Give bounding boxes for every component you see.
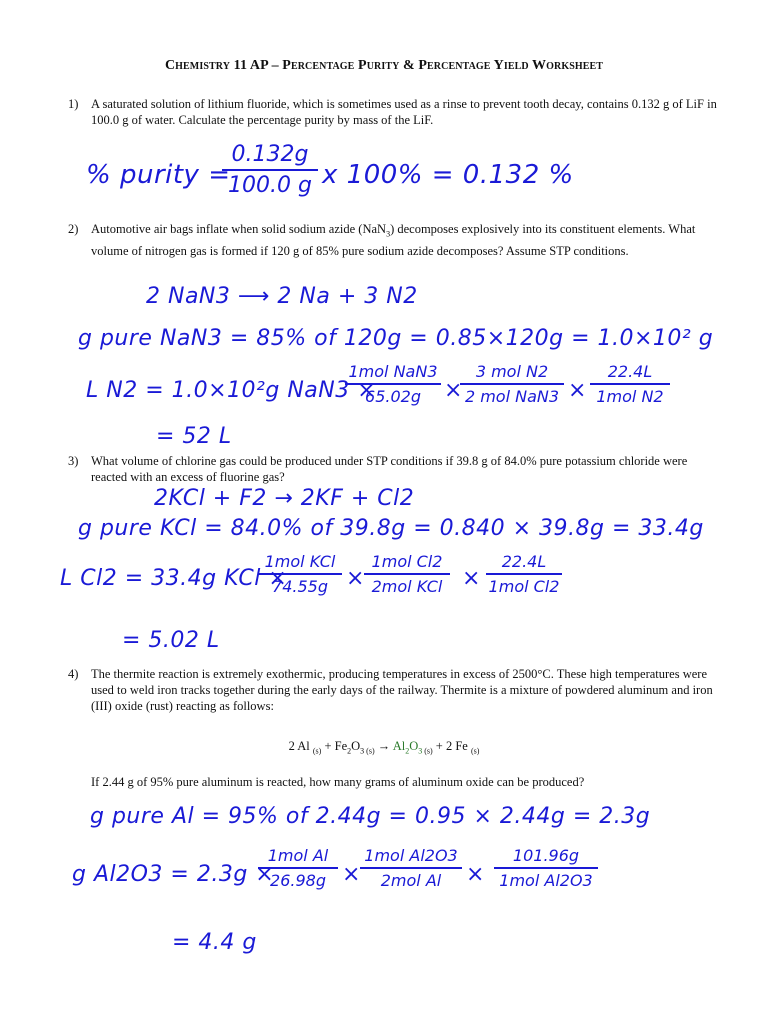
hw-q4-fraction-3 — [494, 846, 598, 890]
subscript: 3 — [418, 746, 423, 756]
hw-q2-fraction-2 — [460, 362, 564, 406]
fraction-denominator: 2mol Al — [380, 871, 442, 890]
fraction-bar — [360, 867, 462, 869]
question-number: 3) — [68, 454, 79, 468]
fraction-denominator: 2 mol NaN3 — [464, 387, 560, 406]
hw-q3-lhs: L Cl2 = 33.4g KCl × — [60, 566, 288, 591]
equation-part: + Fe — [321, 739, 348, 753]
question-2 — [68, 221, 718, 259]
question-number: 2) — [68, 222, 79, 236]
fraction-denominator: 26.98g — [270, 871, 326, 890]
question-3 — [68, 453, 718, 485]
fraction-numerator: 1mol Cl2 — [371, 552, 443, 571]
hw-q3-answer: = 5.02 L — [122, 628, 220, 653]
question-text-part: ) decomposes explosively into its constituent elements. What volume of nitrogen gas is formed if 120 g of 85% pure sodium azide decomposes? Assume STP conditions. — [91, 222, 696, 258]
subscript: (s) — [364, 746, 375, 756]
question-text: If 2.44 g of 95% pure aluminum is reacted, how many grams of aluminum oxide can be produced? — [91, 775, 585, 789]
fraction-bar — [364, 573, 450, 575]
hw-q4-lhs: g Al2O3 = 2.3g × — [72, 862, 275, 887]
hw-q2-reaction: 2 NaN3 ⟶ 2 Na + 3 N2 — [146, 284, 418, 309]
fraction-numerator: 22.4L — [501, 552, 547, 571]
fraction-denominator: 1mol Al2O3 — [499, 871, 593, 890]
hw-q3-fraction-2 — [364, 552, 450, 596]
fraction-bar — [460, 383, 564, 385]
hw-q1-fraction — [222, 142, 318, 198]
hw-times: × — [568, 378, 587, 403]
fraction-bar — [590, 383, 670, 385]
equation-part: + 2 Fe — [432, 739, 471, 753]
fraction-denominator: 1mol N2 — [596, 387, 664, 406]
hw-q4-answer: = 4.4 g — [172, 930, 257, 955]
fraction-bar — [222, 169, 318, 171]
subscript: 2 — [405, 746, 410, 756]
equation-product: Al — [392, 739, 406, 753]
question-4 — [68, 666, 718, 714]
equation-part: O — [351, 739, 361, 753]
fraction-bar — [486, 573, 562, 575]
hw-q3-fraction-3 — [486, 552, 562, 596]
fraction-numerator: 1mol KCl — [264, 552, 336, 571]
hw-q3-reaction: 2KCl + F2 → 2KF + Cl2 — [154, 486, 415, 511]
question-number: 4) — [68, 667, 79, 681]
fraction-numerator: 0.132g — [231, 142, 309, 167]
thermite-equation — [0, 739, 768, 756]
hw-q2-pure: g pure NaN3 = 85% of 120g = 0.85×120g = 1.0×10² g — [78, 326, 714, 351]
hw-q3-pure: g pure KCl = 84.0% of 39.8g = 0.840 × 39.8g = 33.4g — [78, 516, 704, 541]
fraction-numerator: 3 mol N2 — [475, 362, 549, 381]
fraction-numerator: 1mol Al — [267, 846, 329, 865]
subscript: 3 — [386, 229, 391, 239]
question-text — [91, 221, 718, 259]
fraction-numerator: 1mol NaN3 — [348, 362, 438, 381]
subscript: (s) — [312, 746, 322, 756]
fraction-bar — [258, 867, 338, 869]
hw-times: × — [346, 566, 365, 591]
fraction-bar — [258, 573, 342, 575]
subscript: 3 — [360, 746, 365, 756]
subscript: (s) — [470, 746, 480, 756]
question-text: A saturated solution of lithium fluoride, which is sometimes used as a rinse to prevent tooth decay, contains 0.132 g of LiF in 100.0 g of water. Calculate the percentage purity by mass of the LiF. — [91, 97, 717, 127]
fraction-numerator: 1mol Al2O3 — [364, 846, 458, 865]
hw-times: × — [466, 862, 485, 887]
subscript: (s) — [422, 746, 433, 756]
question-1 — [68, 96, 718, 128]
worksheet-title: Chemistry 11 AP – Percentage Purity & Percentage Yield Worksheet — [164, 58, 604, 73]
hw-q2-fraction-1 — [345, 362, 441, 406]
hw-q4-pure: g pure Al = 95% of 2.44g = 0.95 × 2.44g = 2.3g — [90, 804, 651, 829]
fraction-denominator: 74.55g — [272, 577, 328, 596]
hw-q2-lhs: L N2 = 1.0×10²g NaN3 × — [86, 378, 377, 403]
fraction-numerator: 101.96g — [512, 846, 580, 865]
hw-q3-fraction-1 — [258, 552, 342, 596]
hw-q2-answer: = 52 L — [156, 424, 232, 449]
hw-q4-fraction-1 — [258, 846, 338, 890]
fraction-bar — [494, 867, 598, 869]
hw-q1-result: x 100% = 0.132 % — [322, 160, 574, 190]
fraction-denominator: 65.02g — [365, 387, 421, 406]
fraction-denominator: 2mol KCl — [371, 577, 443, 596]
hw-times: × — [342, 862, 361, 887]
hw-q1-lhs: % purity = — [86, 160, 231, 190]
question-text: What volume of chlorine gas could be produced under STP conditions if 39.8 g of 84.0% pure potassium chloride were reacted with an excess of fluorine gas? — [91, 454, 688, 484]
question-text: The thermite reaction is extremely exothermic, producing temperatures in excess of 2500°C. These high temperatures were used to weld iron tracks together during the early days of the railway. Thermite is a mixture of powdered aluminum and iron (III) oxide (rust) reacting as follows: — [91, 667, 713, 713]
subscript: 2 — [347, 746, 352, 756]
fraction-numerator: 22.4L — [607, 362, 653, 381]
reaction-arrow: → — [374, 739, 393, 753]
question-text-part: Automotive air bags inflate when solid sodium azide (NaN — [91, 222, 387, 236]
fraction-bar — [345, 383, 441, 385]
hw-q4-fraction-2 — [360, 846, 462, 890]
hw-times: × — [444, 378, 463, 403]
equation-part: 2 Al — [288, 739, 313, 753]
equation-product: O — [409, 739, 419, 753]
fraction-denominator: 100.0 g — [228, 173, 312, 198]
hw-q2-fraction-3 — [590, 362, 670, 406]
question-number: 1) — [68, 97, 79, 111]
question-4-followup — [68, 774, 718, 790]
hw-times: × — [462, 566, 481, 591]
fraction-denominator: 1mol Cl2 — [488, 577, 560, 596]
